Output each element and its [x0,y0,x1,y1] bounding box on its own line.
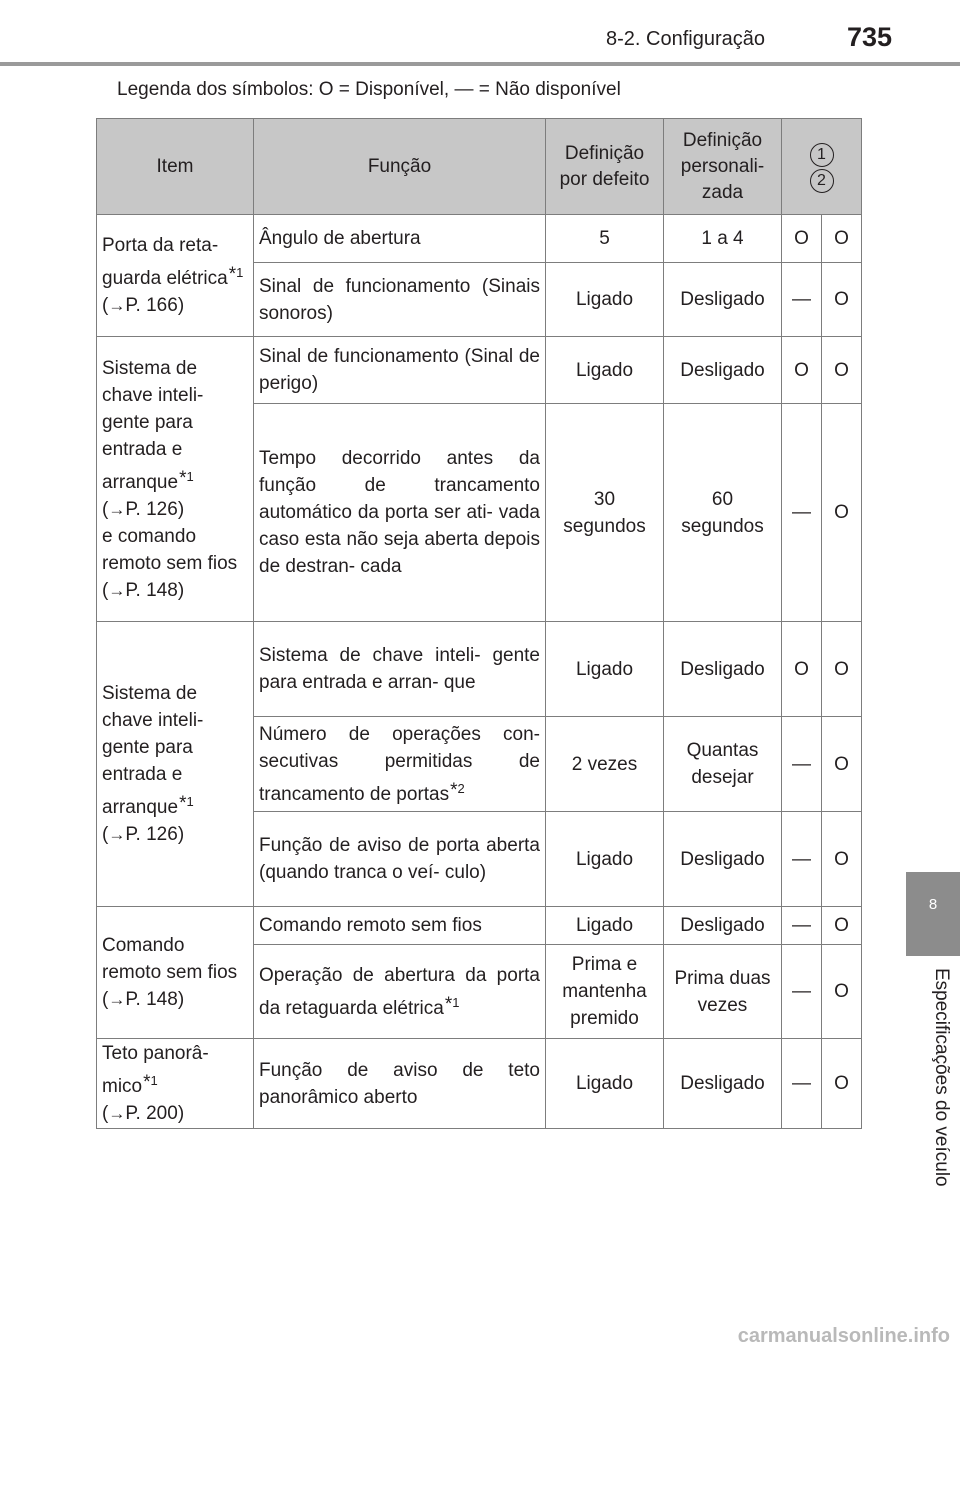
col2-cell: O [822,907,862,945]
col2-cell: O [822,1039,862,1129]
col2-cell: O [822,622,862,717]
col2-cell: O [822,717,862,812]
col1-cell: O [782,215,822,263]
function-cell: Número de operações con- secutivas permitidas de trancamento de portas$^{*2}$ [254,717,546,812]
table-row [97,215,862,263]
col2-cell: O [822,945,862,1039]
col1-cell: — [782,404,822,622]
default-cell: Ligado [546,1039,664,1129]
watermark: carmanualsonline.info [737,1325,950,1347]
default-cell: Ligado [546,622,664,717]
default-cell: Ligado [546,263,664,337]
item-cell: Porta da reta- guarda elétrica$^{*1}$ (→P. 166) [97,215,254,337]
item-cell: Comando remoto sem fios (→P. 148) [97,907,254,1039]
col2-cell: O [822,812,862,907]
default-cell: 5 [546,215,664,263]
function-cell: Ângulo de abertura [254,215,546,263]
custom-cell: Desligado [664,1039,782,1129]
section-title: 8-2. Configuração [606,28,765,50]
custom-cell: Prima duas vezes [664,945,782,1039]
custom-cell: Desligado [664,263,782,337]
col1-cell: O [782,622,822,717]
col1-cell: — [782,263,822,337]
column-1-circled-number: 1 [810,143,834,167]
custom-cell: Quantas desejar [664,717,782,812]
col1-cell: — [782,812,822,907]
column-2-circled-number: 2 [810,169,834,193]
col1-cell: — [782,1039,822,1129]
page-number: 735 [846,22,892,52]
item-cell: Sistema de chave inteli- gente para entrada e arranque$^{*1}$ (→P. 126) [97,622,254,907]
function-cell: Sinal de funcionamento (Sinais sonoros) [254,263,546,337]
custom-cell: Desligado [664,337,782,404]
default-cell: 2 vezes [546,717,664,812]
default-cell: Ligado [546,812,664,907]
table-row [97,1039,862,1129]
col1-cell: — [782,717,822,812]
symbol-legend: Legenda dos símbolos: O = Disponível, — = Não disponível [117,79,621,100]
header-rule [0,62,960,66]
function-cell: Comando remoto sem fios [254,907,546,945]
custom-cell: Desligado [664,622,782,717]
col1-cell: — [782,945,822,1039]
custom-cell: Desligado [664,907,782,945]
col2-cell: O [822,337,862,404]
table-row [97,907,862,945]
function-cell: Função de aviso de porta aberta (quando tranca o veí- culo) [254,812,546,907]
chapter-number: 8 [928,896,938,913]
function-cell: Função de aviso de teto panorâmico aberto [254,1039,546,1129]
table-row [97,337,862,404]
settings-table [96,118,862,1129]
function-cell: Sinal de funcionamento (Sinal de perigo) [254,337,546,404]
table-header-row [97,119,862,215]
header-item: Item [97,119,254,215]
custom-cell: 60 segundos [664,404,782,622]
col1-cell: O [782,337,822,404]
default-cell: Ligado [546,907,664,945]
item-cell: Sistema de chave inteli- gente para entrada e arranque$^{*1}$ (→P. 126) e comando remoto sem fios (→P. 148) [97,337,254,622]
col1-cell: — [782,907,822,945]
chapter-label: Especificações do veículo [931,968,952,1187]
function-cell: Operação de abertura da porta da retaguarda elétrica$^{*1}$ [254,945,546,1039]
function-cell: Sistema de chave inteli- gente para entrada e arran- que [254,622,546,717]
item-cell: Teto panorâ- mico$^{*1}$ (→P. 200) [97,1039,254,1129]
header-default: Definição por defeito [546,119,664,215]
header-columns [782,119,862,215]
function-cell: Tempo decorrido antes da função de trancamento automático da porta ser ati- vada caso esta não seja aberta depois de destran- cada [254,404,546,622]
default-cell: 30 segundos [546,404,664,622]
custom-cell: Desligado [664,812,782,907]
col2-cell: O [822,404,862,622]
chapter-tab [906,872,960,956]
default-cell: Prima e mantenha premido [546,945,664,1039]
header-custom: Definição personali- zada [664,119,782,215]
table-row [97,622,862,717]
header-function: Função [254,119,546,215]
default-cell: Ligado [546,337,664,404]
custom-cell: 1 a 4 [664,215,782,263]
col2-cell: O [822,263,862,337]
page-header [0,0,960,70]
col2-cell: O [822,215,862,263]
